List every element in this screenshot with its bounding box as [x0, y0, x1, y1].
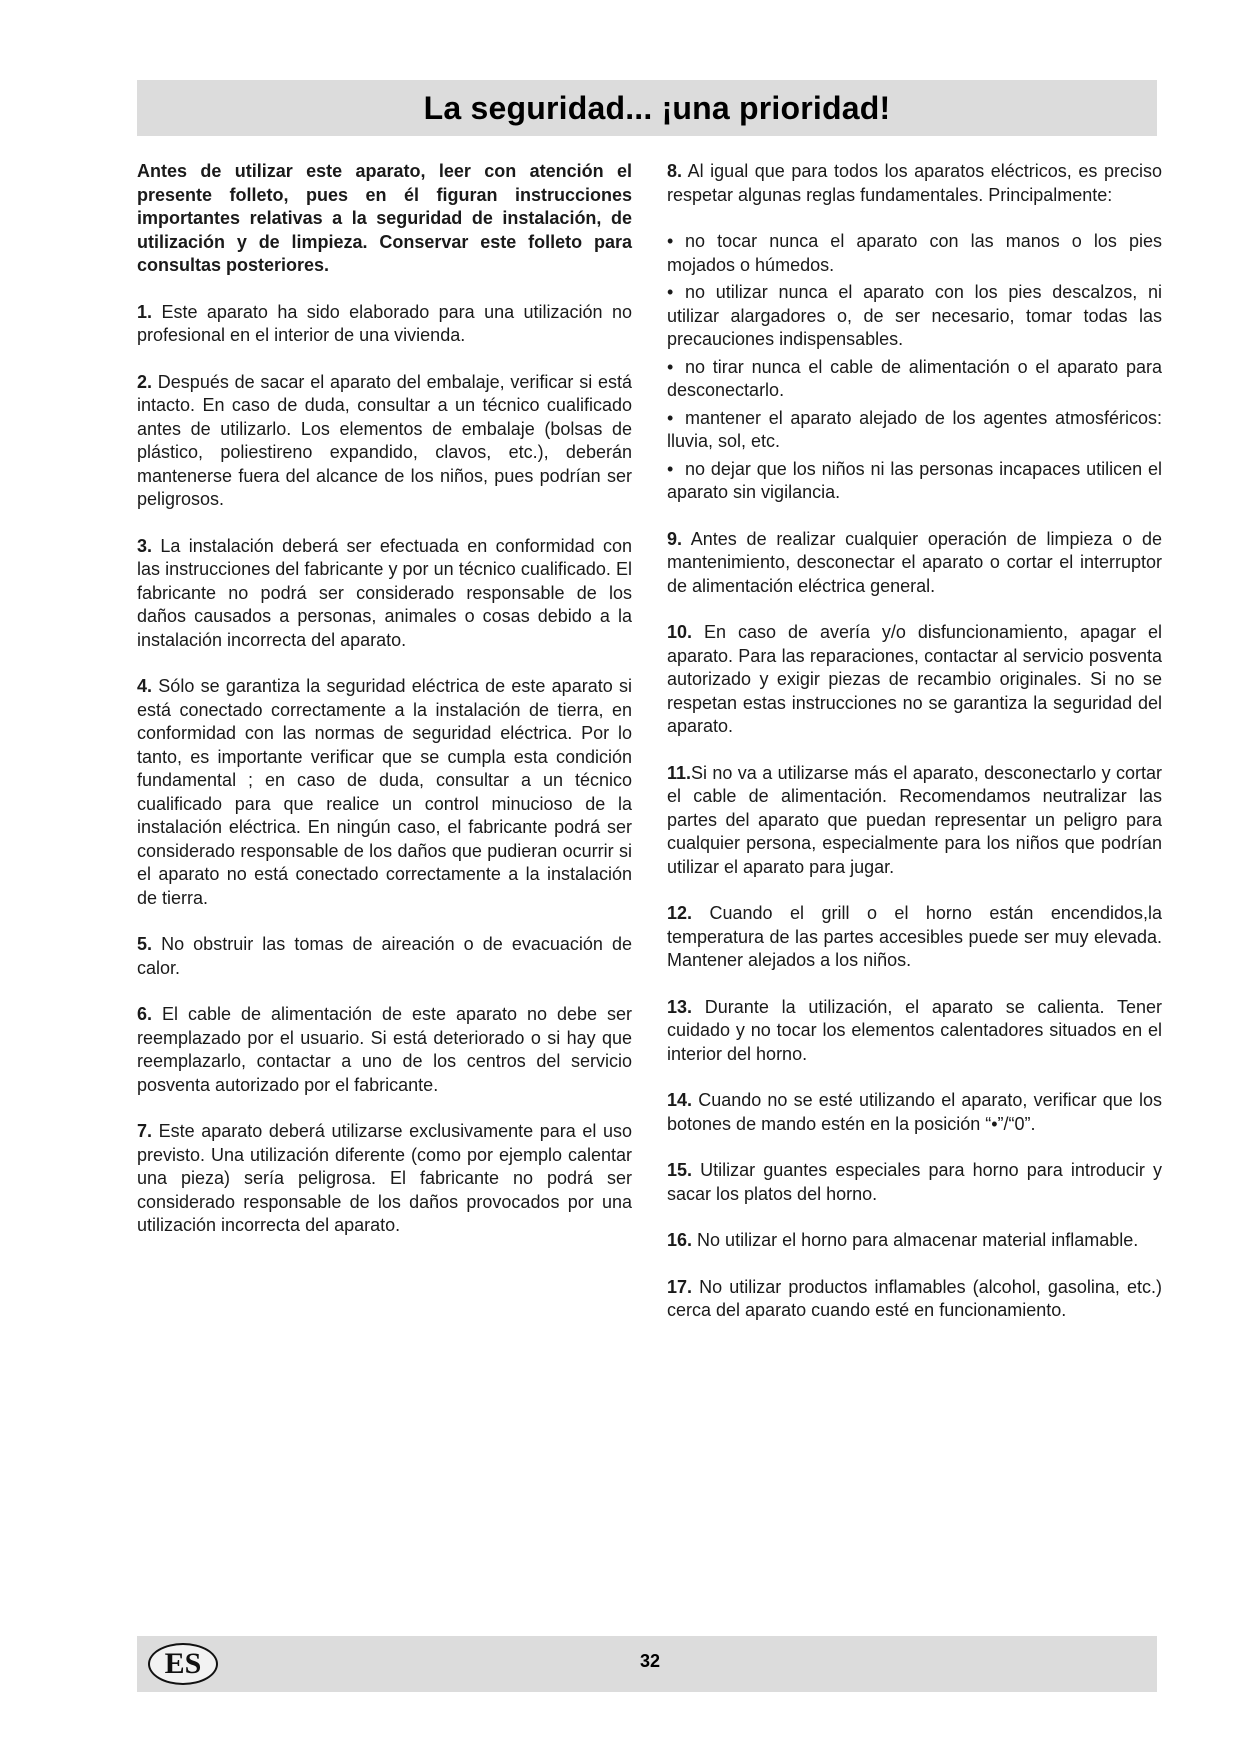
item-text: Durante la utilización, el aparato se calienta. Tener cuidado y no tocar los elementos calentadores situados en el interior del horno.	[667, 996, 1162, 1064]
item-number: 3.	[137, 535, 153, 556]
bullet-text: no utilizar nunca el aparato con los pies descalzos, ni utilizar alargadores o, de ser necesario, tomar todas las precauciones indispensables.	[667, 282, 1162, 349]
item-number: 1.	[137, 301, 153, 322]
item-text: Cuando no se esté utilizando el aparato, verificar que los botones de mando estén en la posición “•”/“0”.	[667, 1090, 1162, 1134]
item-text: Antes de realizar cualquier operación de limpieza o de mantenimiento, desconectar el aparato o cortar el interruptor de alimentación eléctrica general.	[667, 528, 1162, 596]
bullet-text: no tocar nunca el aparato con las manos o los pies mojados o húmedos.	[667, 231, 1162, 275]
safety-item-4	[137, 675, 632, 910]
safety-item-8	[667, 160, 1162, 207]
safety-item-17	[667, 1276, 1162, 1323]
item-text: Sólo se garantiza la seguridad eléctrica de este aparato si está conectado correctamente a la instalación de tierra, en conformidad con las normas de seguridad eléctrica. Por lo tanto, es importante verificar que se cumpla esta condición fundamental ; en caso de duda, consultar a un técnico cualificado para que realice un control minucioso de la instalación eléctrica. En ningún caso, el fabricante podrá ser considerado responsable de los daños que pudieran ocurrir si el aparato no está conectado correctamente a la instalación de tierra.	[137, 676, 632, 908]
item-text: Cuando el grill o el horno están encendidos,la temperatura de las partes accesibles puede ser muy elevada. Mantener alejados a los niños.	[667, 903, 1162, 970]
list-item	[667, 230, 1162, 277]
item-number: 13.	[667, 996, 693, 1017]
item-text: Al igual que para todos los aparatos eléctricos, es preciso respetar algunas reglas fundamentales. Principalmente:	[667, 161, 1162, 205]
item-number: 9.	[667, 528, 683, 549]
item-number: 17.	[667, 1276, 693, 1297]
page-title: La seguridad... ¡una prioridad!	[423, 89, 891, 126]
safety-item-6	[137, 1003, 632, 1097]
bullet-text: mantener el aparato alejado de los agentes atmosféricos: lluvia, sol, etc.	[667, 407, 1162, 451]
item-text: Este aparato ha sido elaborado para una utilización no profesional en el interior de una vivienda.	[137, 301, 632, 345]
safety-item-10	[667, 621, 1162, 739]
safety-item-14	[667, 1089, 1162, 1136]
item-number: 16.	[667, 1230, 693, 1250]
left-column	[137, 160, 632, 1261]
safety-item-12	[667, 902, 1162, 973]
title-bar	[137, 80, 1157, 136]
item-text: Este aparato deberá utilizarse exclusivamente para el uso previsto. Una utilización diferente (como por ejemplo calentar una pieza) sería peligrosa. El fabricante no podrá ser considerado responsable de los daños provocados por una utilización incorrecta del aparato.	[137, 1121, 632, 1235]
item-number: 2.	[137, 371, 153, 392]
item-number: 14.	[667, 1090, 693, 1110]
item-text: El cable de alimentación de este aparato no debe ser reemplazado por el usuario. Si está deteriorado o si hay que reemplazarlo, contactar a uno de los centros del servicio posventa autorizado por el fabricante.	[137, 1004, 632, 1095]
safety-item-15	[667, 1159, 1162, 1206]
item-number: 12.	[667, 903, 693, 923]
item-number: 4.	[137, 676, 153, 696]
list-item	[667, 281, 1162, 352]
item-text: Si no va a utilizarse más el aparato, desconectarlo y cortar el cable de alimentación. Recomendamos neutralizar las partes del aparato que puedan representar un peligro para cualquier persona, especialmente para los niños que podrían utilizar el aparato para jugar.	[667, 762, 1162, 877]
list-item	[667, 356, 1162, 403]
item-number: 8.	[667, 161, 683, 181]
item-text: En caso de avería y/o disfuncionamiento, apagar el aparato. Para las reparaciones, contactar al servicio posventa autorizado y exigir piezas de recambio originales. Si no se respetan estas instrucciones no se garantiza la seguridad del aparato.	[667, 622, 1162, 736]
list-item	[667, 458, 1162, 505]
item-text: Utilizar guantes especiales para horno para introducir y sacar los platos del horno.	[667, 1160, 1162, 1204]
item-text: No utilizar el horno para almacenar material inflamable.	[697, 1230, 1139, 1250]
safety-item-3	[137, 535, 632, 653]
safety-item-13	[667, 996, 1162, 1067]
bullet-text: no tirar nunca el cable de alimentación o el aparato para desconectarlo.	[667, 356, 1162, 400]
safety-item-9	[667, 528, 1162, 599]
bullet-icon: •	[667, 282, 674, 302]
item-text: No obstruir las tomas de aireación o de evacuación de calor.	[137, 934, 632, 978]
page-number: 32	[639, 1651, 661, 1671]
safety-item-5	[137, 933, 632, 980]
item-text: La instalación deberá ser efectuada en conformidad con las instrucciones del fabricante y por un técnico cualificado. El fabricante no podrá ser considerado responsable de los daños causados a personas, animales o cosas debido a la instalación incorrecta del aparato.	[137, 535, 632, 650]
safety-item-2	[137, 371, 632, 512]
safety-item-16	[667, 1229, 1162, 1253]
language-badge: ES	[148, 1643, 218, 1685]
bullet-icon: •	[667, 407, 674, 428]
intro-paragraph: Antes de utilizar este aparato, leer con atención el presente folleto, pues en él figuran instrucciones importantes relativas a la seguridad de instalación, de utilización y de limpieza. Conservar este folleto para consultas posteriores.	[137, 161, 632, 275]
item-text: Después de sacar el aparato del embalaje, verificar si está intacto. En caso de duda, consultar a un técnico cualificado antes de utilizarlo. Los elementos de embalaje (bolsas de plástico, poliestireno expandido, clavos, etc.), deberán mantenerse fuera del alcance de los niños, pues podrían ser peligrosos.	[137, 371, 632, 509]
item-text: No utilizar productos inflamables (alcohol, gasolina, etc.) cerca del aparato cuando esté en funcionamiento.	[667, 1276, 1162, 1320]
item-number: 15.	[667, 1160, 693, 1180]
item-number: 7.	[137, 1121, 153, 1141]
bullet-text: no dejar que los niños ni las personas incapaces utilicen el aparato sin vigilancia.	[667, 458, 1162, 502]
safety-item-7	[137, 1120, 632, 1238]
bullet-icon: •	[667, 231, 674, 251]
item-number: 5.	[137, 934, 153, 954]
item-number: 11.	[667, 762, 692, 783]
right-column	[667, 160, 1162, 1346]
bullet-icon: •	[667, 356, 674, 377]
list-item	[667, 407, 1162, 454]
safety-item-11	[667, 762, 1162, 880]
bullet-list	[667, 230, 1162, 505]
bullet-icon: •	[667, 458, 674, 479]
safety-item-1	[137, 301, 632, 348]
item-number: 6.	[137, 1004, 153, 1024]
item-number: 10.	[667, 622, 693, 642]
